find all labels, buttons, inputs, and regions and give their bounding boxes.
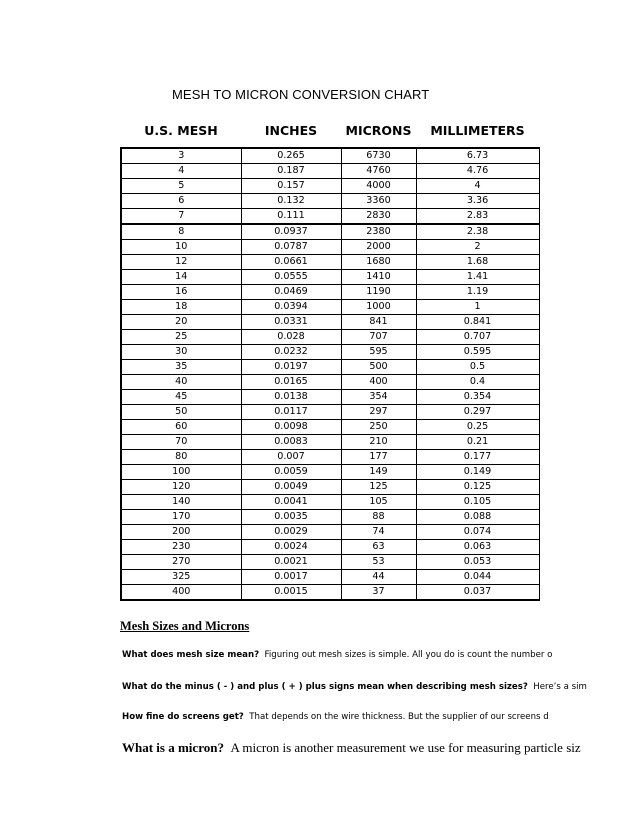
table-row xyxy=(121,360,539,375)
table-row xyxy=(121,435,539,450)
table-row xyxy=(121,240,539,255)
cell-inches: 0.0017 xyxy=(241,570,341,585)
table-header-row xyxy=(121,114,539,148)
table-row xyxy=(121,224,539,240)
cell-millimeters: 0.297 xyxy=(416,405,539,420)
cell-us-mesh: 25 xyxy=(121,330,241,345)
cell-inches: 0.0024 xyxy=(241,540,341,555)
cell-us-mesh: 16 xyxy=(121,285,241,300)
cell-us-mesh: 12 xyxy=(121,255,241,270)
cell-inches: 0.0469 xyxy=(241,285,341,300)
cell-millimeters: 0.707 xyxy=(416,330,539,345)
faq-answer: That depends on the wire thickness. But the supplier of our screens d xyxy=(249,712,549,722)
table-row xyxy=(121,420,539,435)
cell-inches: 0.132 xyxy=(241,194,341,209)
cell-microns: 44 xyxy=(341,570,416,585)
cell-us-mesh: 400 xyxy=(121,585,241,601)
cell-us-mesh: 3 xyxy=(121,148,241,164)
cell-microns: 53 xyxy=(341,555,416,570)
table-row xyxy=(121,300,539,315)
faq-question: What do the minus ( - ) and plus ( + ) plus signs mean when describing mesh sizes? xyxy=(122,682,528,692)
table-row xyxy=(121,465,539,480)
cell-microns: 149 xyxy=(341,465,416,480)
cell-us-mesh: 40 xyxy=(121,375,241,390)
cell-millimeters: 0.354 xyxy=(416,390,539,405)
cell-microns: 707 xyxy=(341,330,416,345)
cell-microns: 4760 xyxy=(341,164,416,179)
cell-microns: 3360 xyxy=(341,194,416,209)
cell-microns: 2380 xyxy=(341,224,416,240)
faq-answer: A micron is another measurement we use for measuring particle siz xyxy=(230,740,581,755)
cell-microns: 400 xyxy=(341,375,416,390)
cell-us-mesh: 325 xyxy=(121,570,241,585)
cell-millimeters: 0.4 xyxy=(416,375,539,390)
cell-inches: 0.007 xyxy=(241,450,341,465)
cell-inches: 0.0787 xyxy=(241,240,341,255)
cell-millimeters: 0.177 xyxy=(416,450,539,465)
cell-microns: 354 xyxy=(341,390,416,405)
table-row xyxy=(121,179,539,194)
cell-inches: 0.0555 xyxy=(241,270,341,285)
table-row xyxy=(121,480,539,495)
cell-us-mesh: 10 xyxy=(121,240,241,255)
cell-microns: 125 xyxy=(341,480,416,495)
cell-us-mesh: 270 xyxy=(121,555,241,570)
cell-millimeters: 0.088 xyxy=(416,510,539,525)
table-row xyxy=(121,510,539,525)
cell-microns: 1410 xyxy=(341,270,416,285)
cell-us-mesh: 45 xyxy=(121,390,241,405)
cell-inches: 0.0041 xyxy=(241,495,341,510)
cell-microns: 500 xyxy=(341,360,416,375)
cell-millimeters: 4.76 xyxy=(416,164,539,179)
table-row xyxy=(121,555,539,570)
cell-microns: 88 xyxy=(341,510,416,525)
cell-inches: 0.0937 xyxy=(241,224,341,240)
header-us-mesh: U.S. MESH xyxy=(121,114,241,148)
cell-inches: 0.0232 xyxy=(241,345,341,360)
cell-inches: 0.0021 xyxy=(241,555,341,570)
table-row xyxy=(121,525,539,540)
cell-millimeters: 1.19 xyxy=(416,285,539,300)
table-row xyxy=(121,405,539,420)
cell-inches: 0.0197 xyxy=(241,360,341,375)
cell-microns: 297 xyxy=(341,405,416,420)
cell-us-mesh: 5 xyxy=(121,179,241,194)
cell-millimeters: 2 xyxy=(416,240,539,255)
cell-inches: 0.0394 xyxy=(241,300,341,315)
cell-us-mesh: 70 xyxy=(121,435,241,450)
table-row xyxy=(121,585,539,601)
cell-millimeters: 0.074 xyxy=(416,525,539,540)
page-title: MESH TO MICRON CONVERSION CHART xyxy=(172,87,430,102)
cell-us-mesh: 60 xyxy=(121,420,241,435)
cell-inches: 0.0035 xyxy=(241,510,341,525)
table-row xyxy=(121,285,539,300)
cell-microns: 595 xyxy=(341,345,416,360)
cell-millimeters: 0.053 xyxy=(416,555,539,570)
cell-us-mesh: 200 xyxy=(121,525,241,540)
cell-millimeters: 0.044 xyxy=(416,570,539,585)
cell-microns: 1000 xyxy=(341,300,416,315)
cell-millimeters: 0.125 xyxy=(416,480,539,495)
cell-inches: 0.0029 xyxy=(241,525,341,540)
table-row xyxy=(121,164,539,179)
table-row xyxy=(121,194,539,209)
table-row xyxy=(121,375,539,390)
cell-microns: 2000 xyxy=(341,240,416,255)
cell-inches: 0.0059 xyxy=(241,465,341,480)
cell-millimeters: 1.68 xyxy=(416,255,539,270)
cell-microns: 250 xyxy=(341,420,416,435)
cell-inches: 0.157 xyxy=(241,179,341,194)
cell-inches: 0.0098 xyxy=(241,420,341,435)
table-row xyxy=(121,148,539,164)
cell-inches: 0.0117 xyxy=(241,405,341,420)
cell-millimeters: 0.21 xyxy=(416,435,539,450)
cell-microns: 6730 xyxy=(341,148,416,164)
cell-microns: 2830 xyxy=(341,209,416,225)
faq-question: What is a micron? xyxy=(122,740,224,755)
table-row xyxy=(121,330,539,345)
table-body xyxy=(121,148,539,600)
cell-millimeters: 0.149 xyxy=(416,465,539,480)
cell-us-mesh: 120 xyxy=(121,480,241,495)
header-microns: MICRONS xyxy=(341,114,416,148)
cell-microns: 63 xyxy=(341,540,416,555)
conversion-table xyxy=(120,114,540,601)
cell-microns: 1190 xyxy=(341,285,416,300)
faq-item-minus-plus xyxy=(122,682,587,692)
table-row xyxy=(121,450,539,465)
cell-microns: 210 xyxy=(341,435,416,450)
cell-millimeters: 0.105 xyxy=(416,495,539,510)
cell-inches: 0.111 xyxy=(241,209,341,225)
faq-answer: Here’s a sim xyxy=(533,682,587,692)
cell-us-mesh: 30 xyxy=(121,345,241,360)
faq-item-micron xyxy=(122,740,581,756)
cell-us-mesh: 140 xyxy=(121,495,241,510)
cell-millimeters: 6.73 xyxy=(416,148,539,164)
cell-us-mesh: 7 xyxy=(121,209,241,225)
cell-us-mesh: 50 xyxy=(121,405,241,420)
cell-us-mesh: 230 xyxy=(121,540,241,555)
table-row xyxy=(121,315,539,330)
cell-millimeters: 0.5 xyxy=(416,360,539,375)
cell-millimeters: 3.36 xyxy=(416,194,539,209)
header-millimeters: MILLIMETERS xyxy=(416,114,539,148)
faq-item-mesh-size xyxy=(122,650,553,660)
cell-us-mesh: 8 xyxy=(121,224,241,240)
cell-inches: 0.028 xyxy=(241,330,341,345)
cell-us-mesh: 20 xyxy=(121,315,241,330)
table-row xyxy=(121,540,539,555)
cell-millimeters: 0.595 xyxy=(416,345,539,360)
table-row xyxy=(121,390,539,405)
header-inches: INCHES xyxy=(241,114,341,148)
table-row xyxy=(121,495,539,510)
table-row xyxy=(121,270,539,285)
cell-microns: 1680 xyxy=(341,255,416,270)
cell-us-mesh: 18 xyxy=(121,300,241,315)
conversion-table-container xyxy=(120,114,532,604)
cell-inches: 0.187 xyxy=(241,164,341,179)
cell-millimeters: 0.037 xyxy=(416,585,539,601)
cell-inches: 0.265 xyxy=(241,148,341,164)
cell-inches: 0.0083 xyxy=(241,435,341,450)
cell-inches: 0.0661 xyxy=(241,255,341,270)
cell-inches: 0.0165 xyxy=(241,375,341,390)
cell-microns: 37 xyxy=(341,585,416,601)
cell-microns: 841 xyxy=(341,315,416,330)
cell-us-mesh: 100 xyxy=(121,465,241,480)
cell-millimeters: 2.83 xyxy=(416,209,539,225)
cell-inches: 0.0049 xyxy=(241,480,341,495)
cell-microns: 74 xyxy=(341,525,416,540)
cell-us-mesh: 170 xyxy=(121,510,241,525)
cell-millimeters: 0.063 xyxy=(416,540,539,555)
faq-item-screens xyxy=(122,712,549,722)
cell-us-mesh: 14 xyxy=(121,270,241,285)
cell-inches: 0.0138 xyxy=(241,390,341,405)
cell-inches: 0.0331 xyxy=(241,315,341,330)
table-row xyxy=(121,209,539,225)
faq-question: What does mesh size mean? xyxy=(122,650,260,660)
cell-millimeters: 0.841 xyxy=(416,315,539,330)
table-row xyxy=(121,255,539,270)
cell-us-mesh: 80 xyxy=(121,450,241,465)
cell-millimeters: 1.41 xyxy=(416,270,539,285)
cell-millimeters: 2.38 xyxy=(416,224,539,240)
cell-millimeters: 0.25 xyxy=(416,420,539,435)
faq-answer: Figuring out mesh sizes is simple. All you do is count the number o xyxy=(264,650,553,660)
cell-millimeters: 4 xyxy=(416,179,539,194)
cell-microns: 4000 xyxy=(341,179,416,194)
cell-microns: 177 xyxy=(341,450,416,465)
cell-inches: 0.0015 xyxy=(241,585,341,601)
cell-us-mesh: 4 xyxy=(121,164,241,179)
table-row xyxy=(121,570,539,585)
cell-us-mesh: 6 xyxy=(121,194,241,209)
cell-us-mesh: 35 xyxy=(121,360,241,375)
faq-question: How fine do screens get? xyxy=(122,712,244,722)
cell-millimeters: 1 xyxy=(416,300,539,315)
cell-microns: 105 xyxy=(341,495,416,510)
section-heading: Mesh Sizes and Microns xyxy=(120,619,250,633)
table-row xyxy=(121,345,539,360)
